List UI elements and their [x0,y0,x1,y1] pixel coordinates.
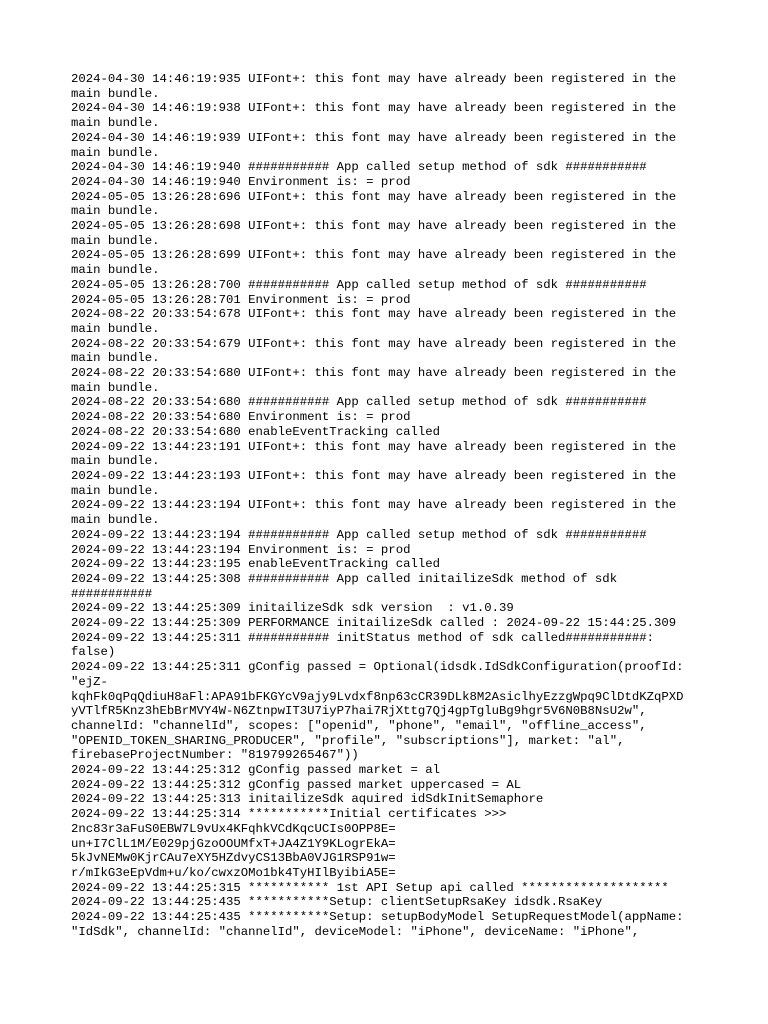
log-line: 2024-09-22 13:44:25:313 initailizeSdk aquired idSdkInitSemaphore [71,792,544,807]
log-line: 2nc83r3aFuS0EBW7L9vUx4KFqhkVCdKqcUCIs0OPP8E= [71,821,396,836]
log-line: 2024-09-22 13:44:25:314 ***********Initial certificates >>> [71,807,507,822]
log-line: 2024-09-22 13:44:25:315 *********** 1st API Setup api called ******************** [71,880,669,895]
log-line: 2024-09-22 13:44:23:194 Environment is: = prod [71,542,411,557]
log-line: 2024-09-22 13:44:25:309 PERFORMANCE initailizeSdk called : 2024-09-22 15:44:25.309 [71,616,677,631]
log-line: 2024-09-22 13:44:23:195 enableEventTracking called [71,557,440,572]
log-line: 2024-08-22 20:33:54:680 Environment is: = prod [71,410,411,425]
log-line: 2024-08-22 20:33:54:679 UIFont+: this font may have already been registered in the [71,336,677,351]
log-line: 2024-09-22 13:44:25:312 gConfig passed market = al [71,763,440,778]
log-line: 2024-08-22 20:33:54:680 ########### App called setup method of sdk ########### [71,395,647,410]
log-line: main bundle. [71,116,160,131]
log-line: 2024-09-22 13:44:25:311 ########### initStatus method of sdk called###########: [71,630,654,645]
log-line: main bundle. [71,86,160,101]
log-line: 2024-09-22 13:44:25:312 gConfig passed market uppercased = AL [71,777,522,792]
log-line: kqhFk0qPqQdiuH8aFl:APA91bFKGYcV9ajy9Lvdxf8np63cCR39DLk8M2AsiclhyEzzgWpq9ClDtdKZqPXD [71,689,684,704]
log-line: 2024-04-30 14:46:19:940 ########### App called setup method of sdk ########### [71,160,647,175]
log-line: "IdSdk", channelId: "channelId", deviceModel: "iPhone", deviceName: "iPhone", [71,924,640,939]
log-line: main bundle. [71,321,160,336]
log-line: 2024-04-30 14:46:19:935 UIFont+: this font may have already been registered in the [71,72,677,86]
log-line: 2024-09-22 13:44:25:308 ########### App called initailizeSdk method of sdk [71,571,618,586]
log-line: "OPENID_TOKEN_SHARING_PRODUCER", "profile", "subscriptions"], market: "al", [71,733,625,748]
log-document [71,72,701,939]
log-line: 2024-09-22 13:44:23:193 UIFont+: this font may have already been registered in the [71,468,677,483]
log-line: main bundle. [71,204,160,219]
log-line: 2024-09-22 13:44:25:435 ***********Setup: setupBodyModel SetupRequestModel(appName: [71,910,684,925]
log-line: 5kJvNEMw0KjrCAu7eXY5HZdvyCS13BbA0VJG1RSP91w= [71,851,396,866]
log-line: 2024-05-05 13:26:28:699 UIFont+: this font may have already been registered in the [71,248,677,263]
log-line: un+I7ClL1M/E029pjGzoOOUMfxT+JA4Z1Y9KLogrEkA= [71,836,396,851]
log-line: ########### [71,586,153,601]
log-line: main bundle. [71,483,160,498]
log-line: 2024-05-05 13:26:28:700 ########### App called setup method of sdk ########### [71,277,647,292]
log-line: main bundle. [71,380,160,395]
log-line: main bundle. [71,233,160,248]
log-line: 2024-08-22 20:33:54:678 UIFont+: this font may have already been registered in the [71,307,677,322]
log-line: main bundle. [71,513,160,528]
log-line: "ejZ- [71,674,108,689]
log-line: yVTlfR5Knz3hEbBrMVY4W-N6ZtnpwIT3U7iyP7hai7RjXttg7Qj4gpTgluBg9hgr5V6N0B8NsU2w", [71,704,647,719]
log-line: 2024-04-30 14:46:19:939 UIFont+: this font may have already been registered in the [71,130,677,145]
log-line: main bundle. [71,454,160,469]
log-line: 2024-08-22 20:33:54:680 enableEventTracking called [71,424,440,439]
log-line: 2024-05-05 13:26:28:698 UIFont+: this font may have already been registered in the [71,219,677,234]
log-line: main bundle. [71,145,160,160]
log-line: r/mIkG3eEpVdm+u/ko/cwxzOMo1bk4TyHIlByibiA5E= [71,865,396,880]
log-line: main bundle. [71,351,160,366]
log-line: 2024-05-05 13:26:28:696 UIFont+: this font may have already been registered in the [71,189,677,204]
log-line: channelId: "channelId", scopes: ["openid", "phone", "email", "offline_access", [71,718,647,733]
log-line: firebaseProjectNumber: "819799265467")) [71,748,359,763]
log-line: 2024-09-22 13:44:25:311 gConfig passed = Optional(idsdk.IdSdkConfiguration(proofId: [71,660,684,675]
log-line: main bundle. [71,263,160,278]
log-line: 2024-09-22 13:44:23:194 ########### App called setup method of sdk ########### [71,527,647,542]
log-line: 2024-09-22 13:44:23:191 UIFont+: this font may have already been registered in the [71,439,677,454]
log-line: 2024-05-05 13:26:28:701 Environment is: = prod [71,292,411,307]
log-line: 2024-09-22 13:44:25:309 initailizeSdk sdk version : v1.0.39 [71,601,514,616]
log-line: 2024-09-22 13:44:23:194 UIFont+: this font may have already been registered in the [71,498,677,513]
log-line: 2024-04-30 14:46:19:938 UIFont+: this font may have already been registered in the [71,101,677,116]
log-line: 2024-09-22 13:44:25:435 ***********Setup: clientSetupRsaKey idsdk.RsaKey [71,895,603,910]
log-line: 2024-04-30 14:46:19:940 Environment is: = prod [71,174,411,189]
log-line: 2024-08-22 20:33:54:680 UIFont+: this font may have already been registered in the [71,366,677,381]
log-line: false) [71,645,116,660]
